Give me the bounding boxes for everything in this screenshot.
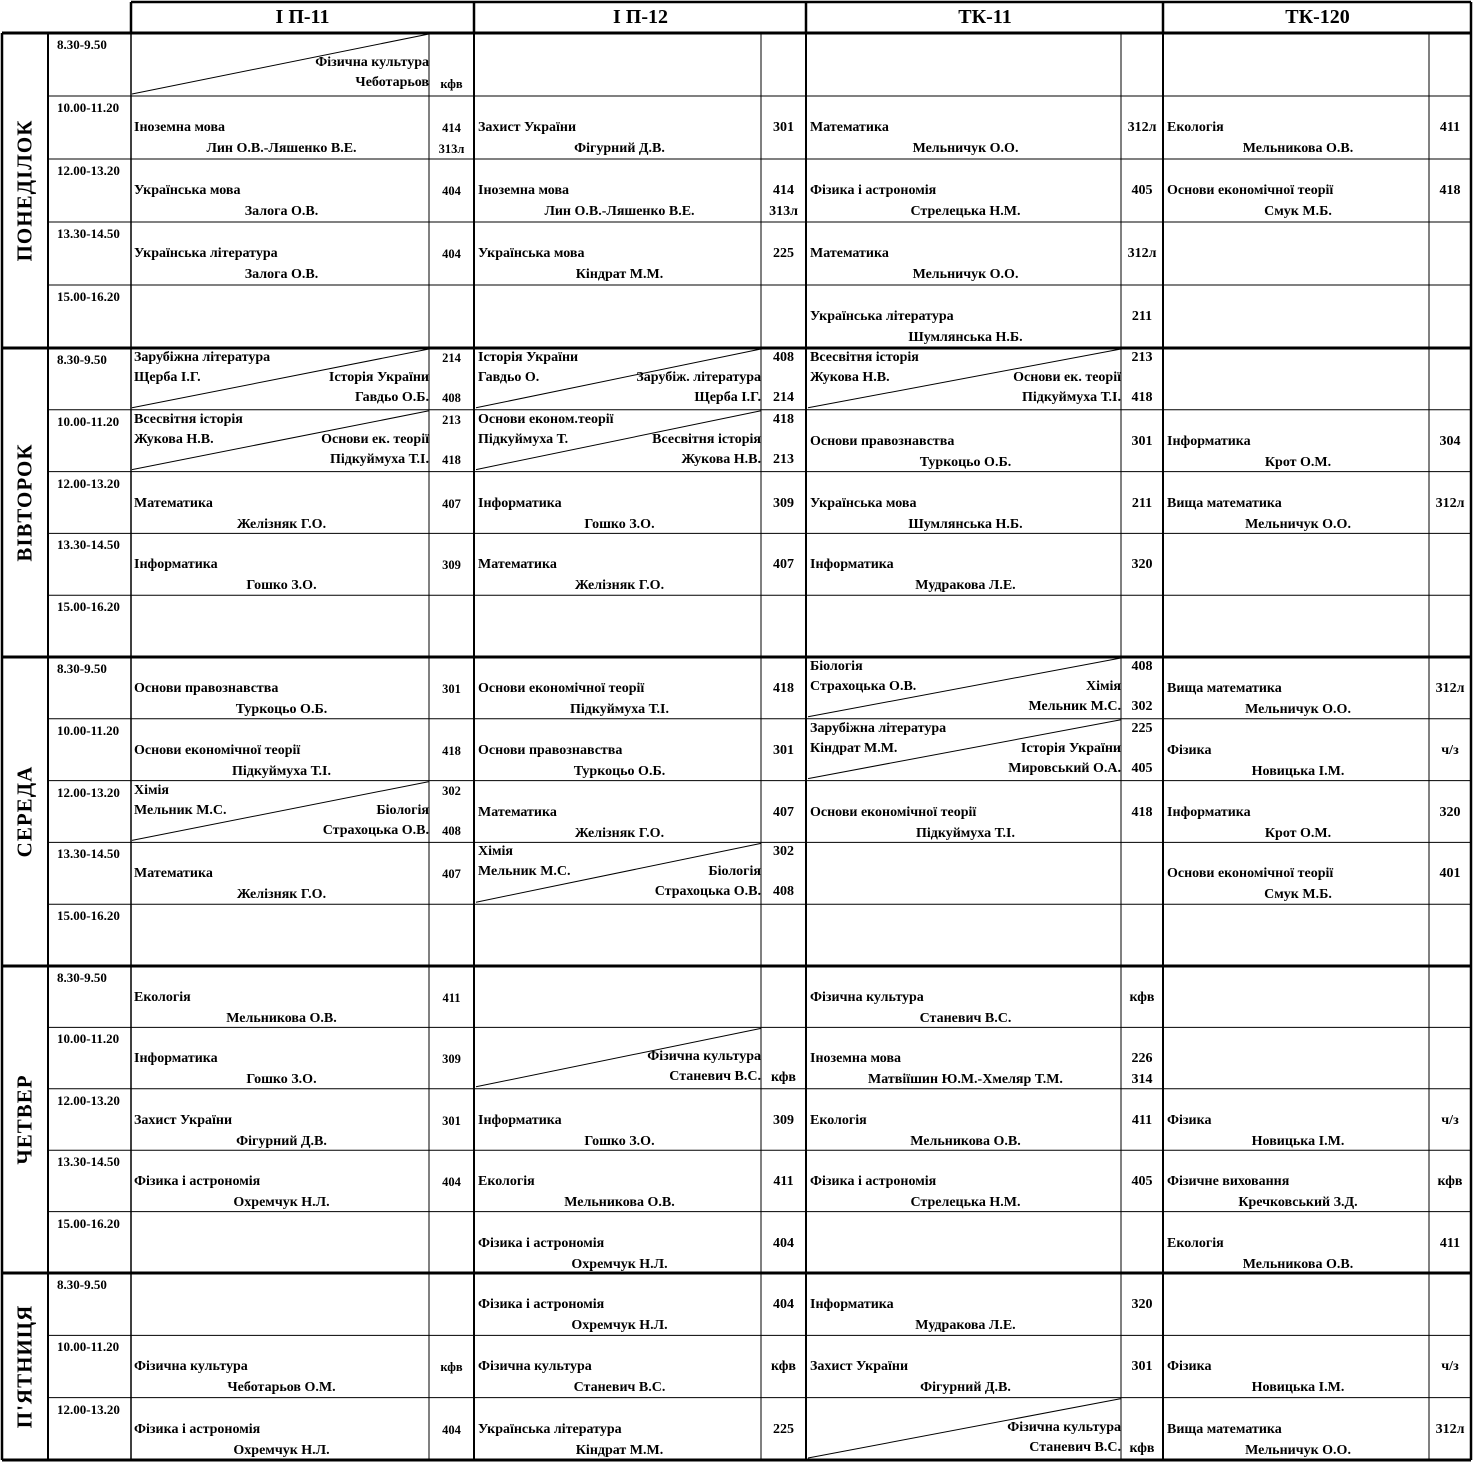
time-slot: 8.30-9.50 [57,661,107,676]
lesson-teacher: Фігурний Д.В. [920,1380,1011,1396]
lesson-subject: Екологія [810,1112,867,1128]
lesson-subject: Інформатика [478,1112,562,1128]
lesson-subject: Фізична культура [1007,1419,1121,1435]
lesson-subject: Історія України [478,350,579,365]
lesson-teacher: Мельничук О.О. [912,267,1019,282]
lesson-subject: Основи ек. теорії [1013,370,1121,385]
time-slot: 13.30-14.50 [57,226,120,241]
room-number: 404 [773,1235,794,1251]
time-slot: 10.00-11.20 [57,413,120,429]
room-number: 408 [773,884,794,900]
lesson-teacher: Фігурний Д.В. [236,1133,327,1149]
room-number: 407 [442,867,461,882]
room-number: 309 [773,495,794,511]
room-number: 213 [1131,350,1153,365]
lesson-subject: Зарубіж. література [636,370,761,385]
time-slot: 13.30-14.50 [57,1154,120,1170]
lesson-subject: Екологія [1167,1235,1224,1251]
room-number: 312л [1435,681,1465,696]
lesson-subject: Фізика [1167,742,1212,758]
lesson-subject: Біологія [810,659,863,674]
lesson-teacher: Чеботарьов О.М. [227,1380,336,1396]
lesson-teacher: Жукова Н.В. [810,370,890,385]
room-number: 309 [442,1052,461,1067]
room-number: 213 [442,412,461,427]
room-number: 211 [1131,495,1153,511]
lesson-teacher: Мельникова О.В. [910,1133,1021,1149]
lesson-teacher: Мировський О.А. [1008,760,1121,776]
lesson-subject: Інформатика [810,1297,894,1312]
lesson-teacher: Мельникова О.В. [1242,141,1354,156]
room-number: 312л [1127,246,1157,261]
lesson-subject: Захист України [810,1359,909,1375]
room-number: кфв [1129,1440,1155,1456]
lesson-teacher: Матвіїшин Ю.М.-Хмеляр Т.М. [868,1072,1063,1088]
room-number: 301 [773,120,794,135]
lesson-teacher: Охремчук Н.Л. [571,1256,668,1272]
time-slot: 15.00-16.20 [57,289,120,304]
room-number: 405 [1131,183,1153,198]
room-number: 301 [1131,433,1153,449]
room-number: 302 [773,844,794,860]
room-number: 411 [442,991,461,1005]
room-number: 301 [773,742,794,758]
lesson-subject: Екологія [478,1174,535,1190]
room-number: 302 [442,783,461,798]
lesson-teacher: Станевич В.С. [573,1380,666,1396]
time-slot: 12.00-13.20 [57,163,120,178]
lesson-subject: Екологія [1167,120,1224,135]
lesson-teacher: Лин О.В.-Ляшенко В.Е. [206,141,357,156]
lesson-subject: Математика [478,557,557,573]
room-number: 225 [1131,720,1153,736]
lesson-subject: Основи ек. теорії [321,431,429,447]
lesson-teacher: Охремчук Н.Л. [233,1195,330,1211]
lesson-teacher: Туркоцьо О.Б. [919,454,1012,470]
room-number: 304 [1439,433,1461,449]
room-number: 301 [1131,1359,1153,1375]
lesson-subject: Фізика і астрономія [478,1235,605,1251]
lesson-subject: Фізична культура [647,1049,761,1065]
room-number: 301 [442,682,461,696]
room-number: 404 [442,1422,461,1437]
room-number: 312л [1435,1421,1465,1437]
lesson-teacher: Смук М.Б. [1264,887,1332,903]
room-number: 404 [773,1297,794,1312]
lesson-subject: Математика [134,495,213,511]
lesson-teacher: Кречковський З.Д. [1238,1195,1358,1211]
lesson-subject: Іноземна мова [134,120,226,135]
lesson-teacher: Охремчук Н.Л. [571,1318,668,1333]
lesson-teacher: Страхоцька О.В. [654,884,761,900]
lesson-subject: Зарубіжна література [810,720,947,736]
day-label: ЧЕТВЕР [12,1074,37,1165]
room-number: ч/з [1441,1359,1459,1375]
lesson-teacher: Мельник М.С. [134,802,227,818]
time-slot: 10.00-11.20 [57,100,120,115]
lesson-teacher: Залога О.В. [244,267,319,282]
lesson-subject: Основи економічної теорії [1167,183,1334,198]
lesson-subject: Фізична культура [478,1359,592,1375]
lesson-subject: Вища математика [1167,681,1282,696]
room-number: 214 [773,390,794,405]
room-number: 301 [442,1113,461,1128]
lesson-teacher: Підкуймуха Т.І. [1021,390,1121,405]
room-number: 411 [773,1174,794,1190]
lesson-subject: Історія України [328,370,429,385]
room-number: 313л [438,142,465,156]
room-number: 313л [769,204,798,219]
time-slot: 8.30-9.50 [57,352,107,367]
lesson-subject: Всесвітня історія [652,431,761,447]
room-number: 407 [773,557,794,573]
lesson-subject: Зарубіжна література [134,350,271,365]
lesson-teacher: Желізняк Г.О. [236,887,327,903]
lesson-subject: Основи економічної теорії [478,681,645,696]
lesson-subject: Фізика [1167,1112,1212,1128]
lesson-teacher: Новицька І.М. [1251,1380,1345,1396]
lesson-teacher: Мельникова О.В. [226,1011,337,1026]
lesson-subject: Іноземна мова [810,1051,902,1067]
time-slot: 13.30-14.50 [57,846,120,862]
day-label: ВІВТОРОК [12,443,37,562]
lesson-subject: Основи економ.теорії [478,411,614,427]
lesson-subject: Історія України [1020,740,1121,756]
room-number: ч/з [1441,1112,1459,1128]
time-slot: 15.00-16.20 [57,1215,120,1231]
room-number: кфв [771,1359,796,1375]
time-slot: 12.00-13.20 [57,1092,120,1108]
lesson-teacher: Туркоцьо О.Б. [235,702,328,717]
lesson-subject: Фізика [1167,1359,1212,1375]
time-slot: 8.30-9.50 [57,1277,107,1292]
lesson-teacher: Фігурний Д.В. [574,141,665,156]
lesson-teacher: Охремчук Н.Л. [233,1442,330,1458]
lesson-teacher: Станевич В.С. [669,1069,761,1085]
room-number: 309 [773,1112,794,1128]
lesson-subject: Вища математика [1167,495,1282,511]
lesson-subject: Основи економічної теорії [810,804,977,820]
lesson-teacher: Мельник М.С. [1028,699,1121,714]
group-header: І П-11 [275,6,330,28]
lesson-teacher: Кіндрат М.М. [575,267,664,282]
lesson-teacher: Туркоцьо О.Б. [573,763,666,779]
lesson-teacher: Мельничук О.О. [912,141,1019,156]
lesson-teacher: Стрелецька Н.М. [910,1195,1021,1211]
lesson-teacher: Шумлянська Н.Б. [908,516,1023,532]
room-number: 408 [442,391,461,405]
lesson-subject: Математика [478,804,557,820]
room-number: 312л [1127,120,1157,135]
lesson-teacher: Гошко З.О. [584,1133,655,1149]
room-number: 320 [1439,804,1461,820]
room-number: 225 [773,1421,794,1437]
lesson-subject: Всесвітня історія [134,411,243,427]
lesson-teacher: Крот О.М. [1264,454,1332,470]
room-number: ч/з [1441,742,1459,758]
lesson-subject: Хімія [1086,679,1121,694]
lesson-subject: Основи правознавства [478,742,623,758]
time-slot: 10.00-11.20 [57,1339,120,1355]
lesson-subject: Інформатика [134,1051,218,1067]
lesson-teacher: Кіндрат М.М. [810,740,898,756]
lesson-subject: Українська література [810,309,954,324]
lesson-teacher: Мудракова Л.Е. [915,1318,1016,1333]
lesson-subject: Фізика і астрономія [478,1297,605,1312]
lesson-subject: Українська література [134,246,278,261]
day-label: СЕРЕДА [12,765,37,858]
lesson-subject: Основи правознавства [134,681,279,696]
lesson-subject: Біологія [708,864,761,880]
lesson-teacher: Желізняк Г.О. [574,578,665,594]
lesson-subject: Інформатика [478,495,562,511]
lesson-subject: Хімія [478,844,513,860]
lesson-subject: Вища математика [1167,1421,1282,1437]
lesson-teacher: Чеботарьов [355,75,429,90]
lesson-subject: Захист України [134,1112,233,1128]
room-number: 404 [442,1175,461,1190]
room-number: 418 [1131,390,1153,405]
lesson-subject: Основи економічної теорії [1167,866,1334,882]
lesson-teacher: Мельникова О.В. [1242,1256,1354,1272]
lesson-teacher: Стрелецька Н.М. [910,204,1021,219]
lesson-teacher: Гошко З.О. [246,1072,317,1088]
room-number: 411 [1131,1112,1153,1128]
lesson-subject: Іноземна мова [478,183,570,198]
time-slot: 15.00-16.20 [57,599,120,615]
lesson-teacher: Гавдьо О.Б. [354,390,429,405]
lesson-subject: Захист України [478,120,577,135]
room-number: 418 [442,743,461,758]
lesson-teacher: Підкуймуха Т.І. [915,825,1016,841]
room-number: кфв [440,1360,463,1375]
room-number: 418 [773,681,794,696]
lesson-teacher: Гошко З.О. [246,578,317,594]
room-number: 407 [773,804,794,820]
lesson-subject: Математика [810,246,889,261]
room-number: кфв [440,77,463,91]
lesson-subject: Українська мова [810,495,917,511]
room-number: кфв [771,1070,796,1086]
time-slot: 10.00-11.20 [57,1031,120,1047]
lesson-subject: Біологія [376,802,429,818]
lesson-subject: Інформатика [1167,433,1251,449]
lesson-teacher: Новицька І.М. [1251,1133,1345,1149]
room-number: 211 [1131,309,1153,324]
lesson-teacher: Щерба І.Г. [694,390,761,405]
lesson-teacher: Лин О.В.-Ляшенко В.Е. [544,204,695,219]
lesson-teacher: Мельник М.С. [478,864,571,880]
room-number: 414 [442,121,461,135]
lesson-subject: Всесвітня історія [810,350,919,365]
lesson-subject: Фізична культура [810,990,924,1005]
room-number: 411 [1439,1235,1461,1251]
room-number: 226 [1131,1051,1153,1067]
room-number: 418 [773,411,794,427]
time-slot: 13.30-14.50 [57,537,120,553]
room-number: 404 [442,247,461,261]
lesson-teacher: Щерба І.Г. [134,370,201,385]
room-number: 225 [773,246,794,261]
lesson-subject: Фізика і астрономія [134,1174,261,1190]
time-slot: 12.00-13.20 [57,784,120,800]
lesson-teacher: Жукова Н.В. [681,451,761,467]
lesson-teacher: Желізняк Г.О. [574,825,665,841]
lesson-subject: Українська мова [134,183,241,198]
lesson-teacher: Желізняк Г.О. [236,516,327,532]
room-number: 408 [442,823,461,838]
lesson-teacher: Залога О.В. [244,204,319,219]
lesson-teacher: Гошко З.О. [584,516,655,532]
lesson-subject: Математика [134,866,213,882]
lesson-teacher: Мудракова Л.Е. [915,578,1016,594]
lesson-subject: Фізична культура [134,1359,248,1375]
time-slot: 12.00-13.20 [57,475,120,491]
lesson-teacher: Мельничук О.О. [1245,1442,1351,1458]
lesson-teacher: Підкуймуха Т.І. [569,702,670,717]
day-label: ПОНЕДІЛОК [12,119,37,262]
room-number: 213 [773,451,794,467]
room-number: 309 [442,558,461,573]
room-number: 320 [1131,1297,1153,1312]
lesson-subject: Українська література [478,1421,622,1437]
lesson-teacher: Підкуймуха Т.І. [329,451,429,467]
time-slot: 8.30-9.50 [57,37,107,52]
room-number: 408 [1131,659,1153,674]
room-number: кфв [1129,990,1155,1005]
lesson-subject: Інформатика [810,557,894,573]
group-header: ТК-11 [958,6,1012,28]
room-number: 405 [1131,760,1153,776]
lesson-subject: Інформатика [134,557,218,573]
room-number: 418 [442,452,461,467]
lesson-subject: Інформатика [1167,804,1251,820]
lesson-teacher: Підкуймуха Т.І. [231,763,332,779]
room-number: 405 [1131,1174,1153,1190]
lesson-teacher: Станевич В.С. [919,1011,1012,1026]
room-number: 302 [1131,699,1153,714]
lesson-teacher: Мельничук О.О. [1245,516,1351,532]
lesson-subject: Фізичне виховання [1167,1174,1290,1190]
time-slot: 12.00-13.20 [57,1401,120,1417]
lesson-subject: Основи економічної теорії [134,742,301,758]
room-number: 214 [442,351,461,365]
room-number: 414 [773,183,794,198]
room-number: 312л [1435,495,1465,511]
lesson-teacher: Мельничук О.О. [1245,702,1351,717]
lesson-subject: Основи правознавства [810,433,955,449]
lesson-teacher: Підкуймуха Т. [478,431,569,447]
lesson-teacher: Страхоцька О.В. [810,679,917,694]
time-slot: 8.30-9.50 [57,970,107,985]
room-number: 408 [773,350,794,365]
lesson-teacher: Мельникова О.В. [564,1195,675,1211]
lesson-subject: Хімія [134,782,169,798]
lesson-teacher: Станевич В.С. [1029,1439,1121,1455]
time-slot: 10.00-11.20 [57,722,120,738]
lesson-subject: Українська мова [478,246,585,261]
lesson-teacher: Смук М.Б. [1264,204,1332,219]
lesson-subject: Фізика і астрономія [810,1174,937,1190]
group-header: ТК-120 [1285,6,1350,28]
room-number: 418 [1131,804,1153,820]
lesson-teacher: Страхоцька О.В. [322,822,429,838]
room-number: 401 [1439,866,1461,882]
lesson-teacher: Новицька І.М. [1251,763,1345,779]
day-label: П'ЯТНИЦЯ [12,1304,37,1429]
room-number: 404 [442,184,461,198]
room-number: 411 [1439,120,1461,135]
room-number: кфв [1437,1174,1463,1190]
lesson-teacher: Гавдьо О. [478,370,540,385]
room-number: 418 [1439,183,1461,198]
lesson-teacher: Крот О.М. [1264,825,1332,841]
lesson-subject: Фізика і астрономія [134,1421,261,1437]
lesson-subject: Фізика і астрономія [810,183,937,198]
room-number: 320 [1131,557,1153,573]
time-slot: 15.00-16.20 [57,908,120,924]
group-header: І П-12 [613,6,668,28]
lesson-teacher: Кіндрат М.М. [575,1442,664,1458]
room-number: 314 [1131,1072,1153,1088]
room-number: 407 [442,496,461,511]
lesson-teacher: Шумлянська Н.Б. [908,330,1023,345]
lesson-subject: Математика [810,120,889,135]
lesson-teacher: Жукова Н.В. [134,431,214,447]
lesson-subject: Екологія [134,990,191,1005]
lesson-subject: Фізична культура [315,55,429,70]
